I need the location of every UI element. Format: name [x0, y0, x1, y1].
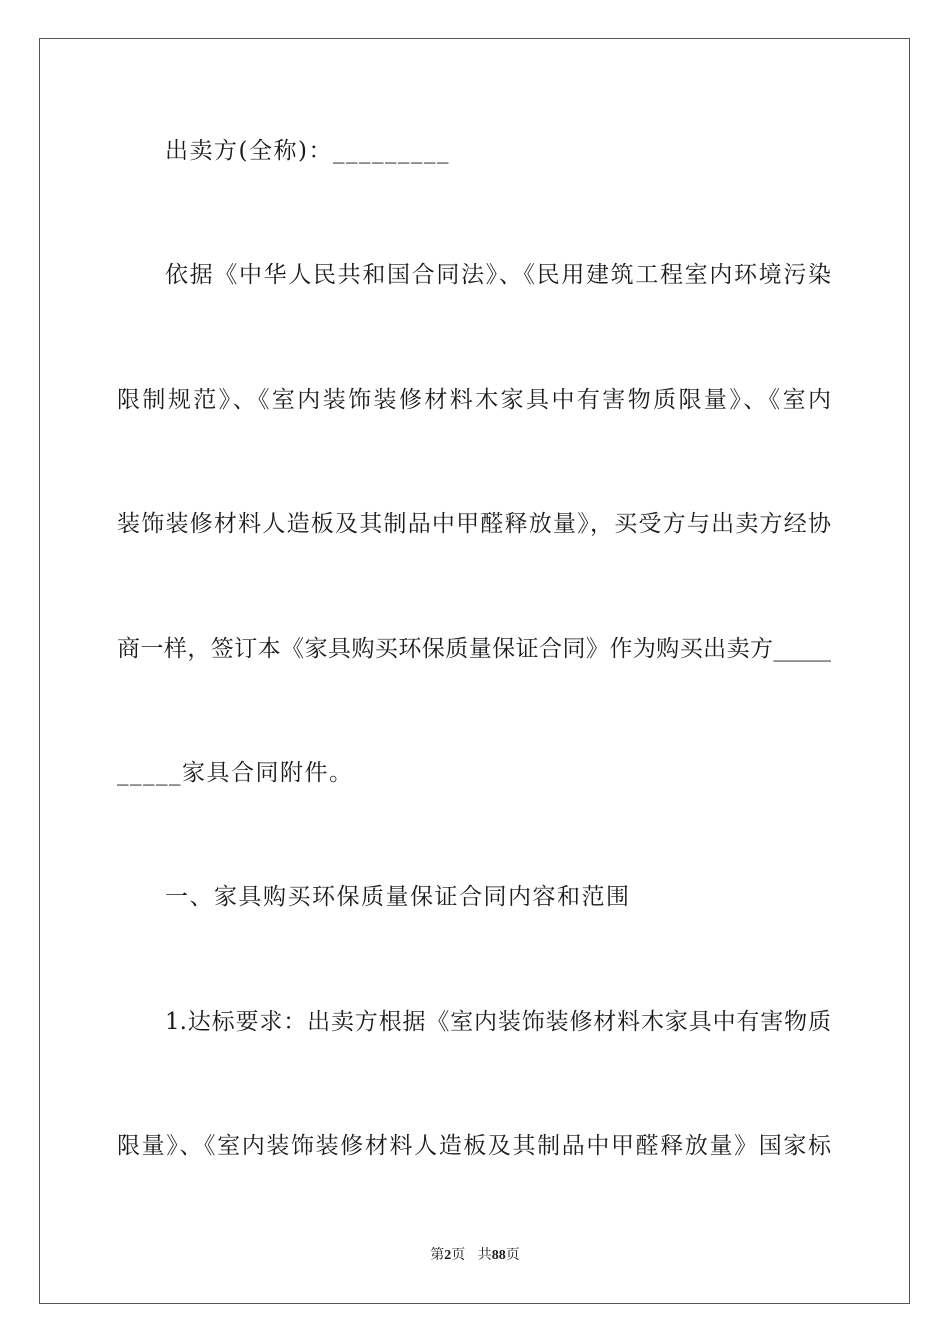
seller-name-line: 出卖方(全称)：_________ [165, 138, 450, 164]
section-heading-1: 一、家具购买环保质量保证合同内容和范围 [165, 884, 631, 910]
standard-requirement-line-1: 1.达标要求：出卖方根据《室内装饰装修材料木家具中有害物质 [165, 1009, 831, 1035]
current-page-label: 第2页 [430, 1247, 466, 1263]
paragraph-basis-line-2: 限制规范》、《室内装饰装修材料木家具中有害物质限量》、《室内 [117, 387, 831, 413]
paragraph-basis-line-1: 依据《中华人民共和国合同法》、《民用建筑工程室内环境污染 [165, 262, 831, 288]
paragraph-basis-line-4: 商一样，签订本《家具购买环保质量保证合同》作为购买出卖方_____ [117, 636, 831, 662]
page-footer [0, 1246, 950, 1265]
paragraph-basis-line-5: _____家具合同附件。 [117, 760, 354, 786]
page-frame [39, 38, 910, 1304]
paragraph-basis-line-3: 装饰装修材料人造板及其制品中甲醛释放量》，买受方与出卖方经协 [117, 511, 831, 537]
standard-requirement-line-2: 限量》、《室内装饰装修材料人造板及其制品中甲醛释放量》国家标 [117, 1133, 831, 1159]
total-pages-label: 共88页 [477, 1247, 520, 1263]
